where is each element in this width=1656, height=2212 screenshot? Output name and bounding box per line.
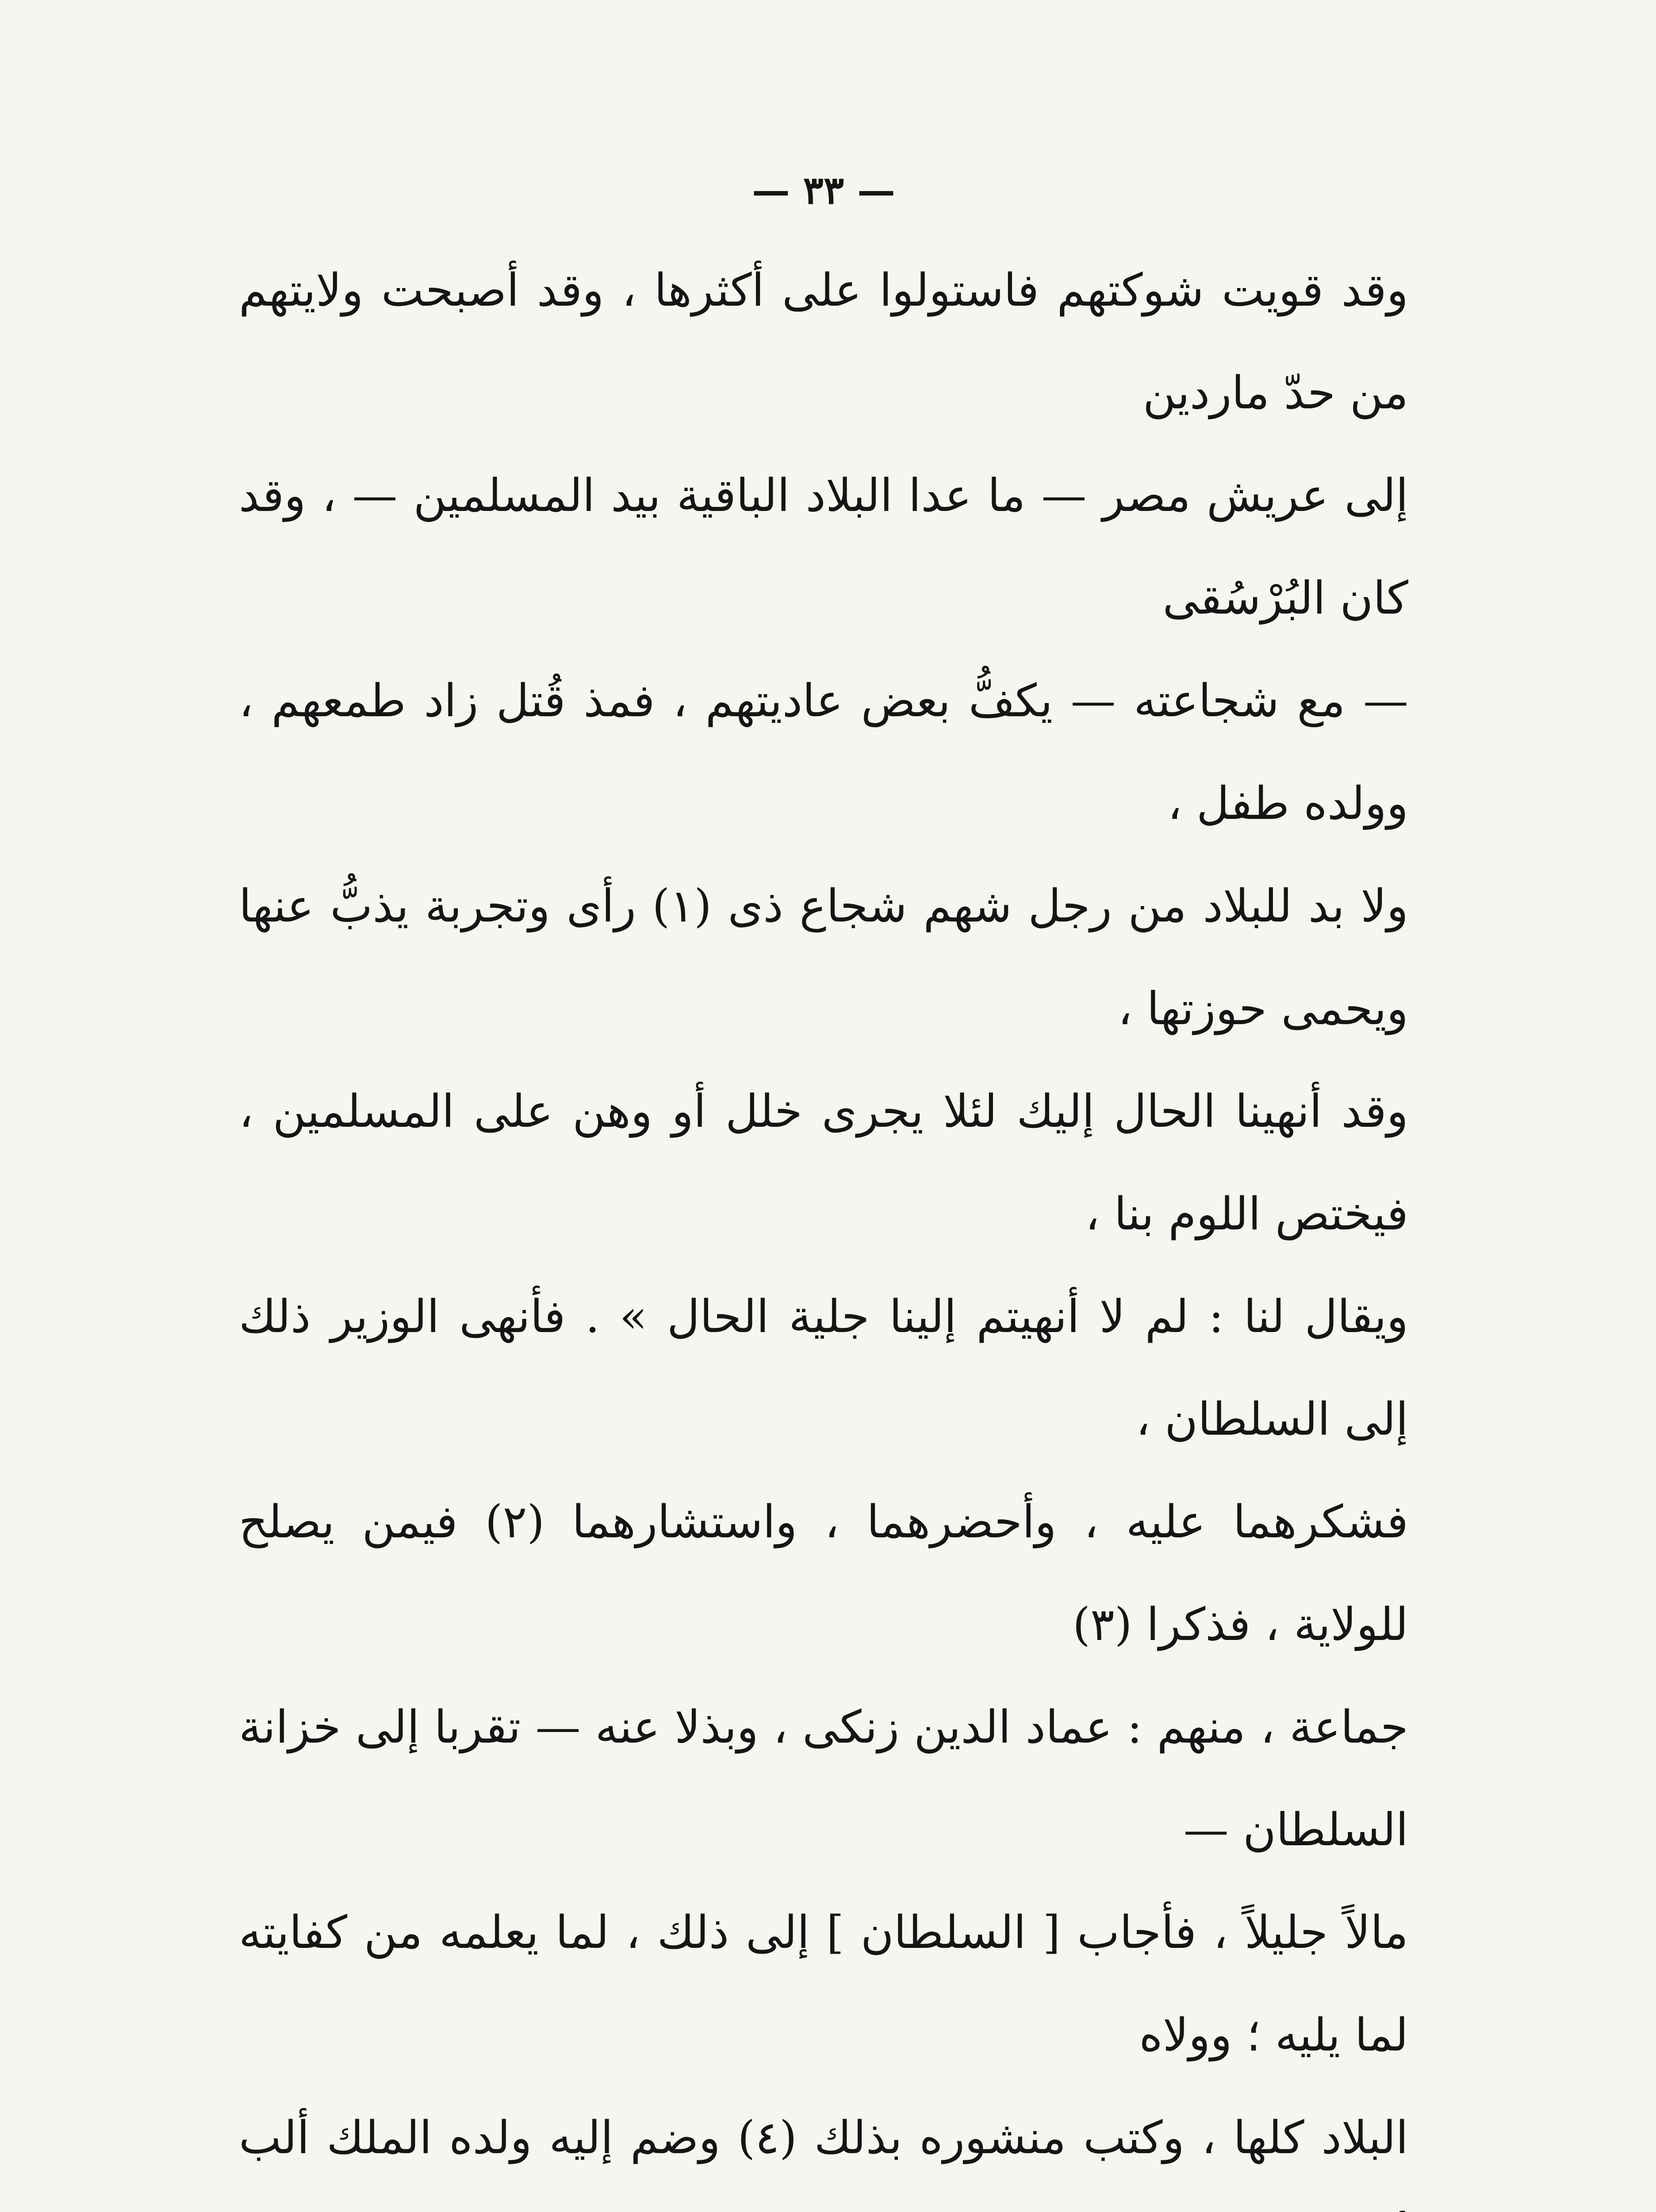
text-line: وقد أنهينا الحال إليك لئلا يجرى خلل أو وهن على المسلمين ، فيختص اللوم بنا ، bbox=[239, 1085, 1409, 1240]
main-text bbox=[239, 239, 1408, 2212]
text-line: فشكرهما عليه ، وأحضرهما ، واستشارهما (٢) فيمن يصلح للولاية ، فذكرا (٣) bbox=[239, 1496, 1408, 1651]
text-line: مالاً جليلاً ، فأجاب [ السلطان ] إلى ذلك ، لما يعلمه من كفايته لما يليه ؛ وولاه bbox=[239, 1906, 1408, 2062]
text-line: البلاد كلها ، وكتب منشوره بذلك (٤) وضم إليه ولده الملك ألب bbox=[239, 2112, 1408, 2164]
text-line: ويقال لنا : لم لا أنهيتم إلينا جلية الحال » . فأنهى الوزير ذلك إلى السلطان ، bbox=[239, 1290, 1408, 1446]
text-line: وقد قويت شوكتهم فاستولوا على أكثرها ، وقد أصبحت ولايتهم من حدّ ماردين bbox=[239, 264, 1408, 419]
text-line: جماعة ، منهم : عماد الدين زنكى ، وبذلا عنه — تقربا إلى خزانة السلطان — bbox=[239, 1701, 1408, 1856]
page-number: — ٣٣ — bbox=[751, 168, 896, 213]
text-line: — مع شجاعته — يكفُّ بعض عاديتهم ، فمذ قُتل زاد طمعهم ، وولده طفل ، bbox=[239, 675, 1408, 830]
text-line: إلى عريش مصر — ما عدا البلاد الباقية بيد المسلمين — ، وقد كان البُرْسُقى bbox=[239, 469, 1408, 625]
text-line: ولا بد للبلاد من رجل شهم شجاع ذى (١) رأى وتجربة يذبُّ عنها ويحمى حوزتها ، bbox=[239, 880, 1408, 1035]
